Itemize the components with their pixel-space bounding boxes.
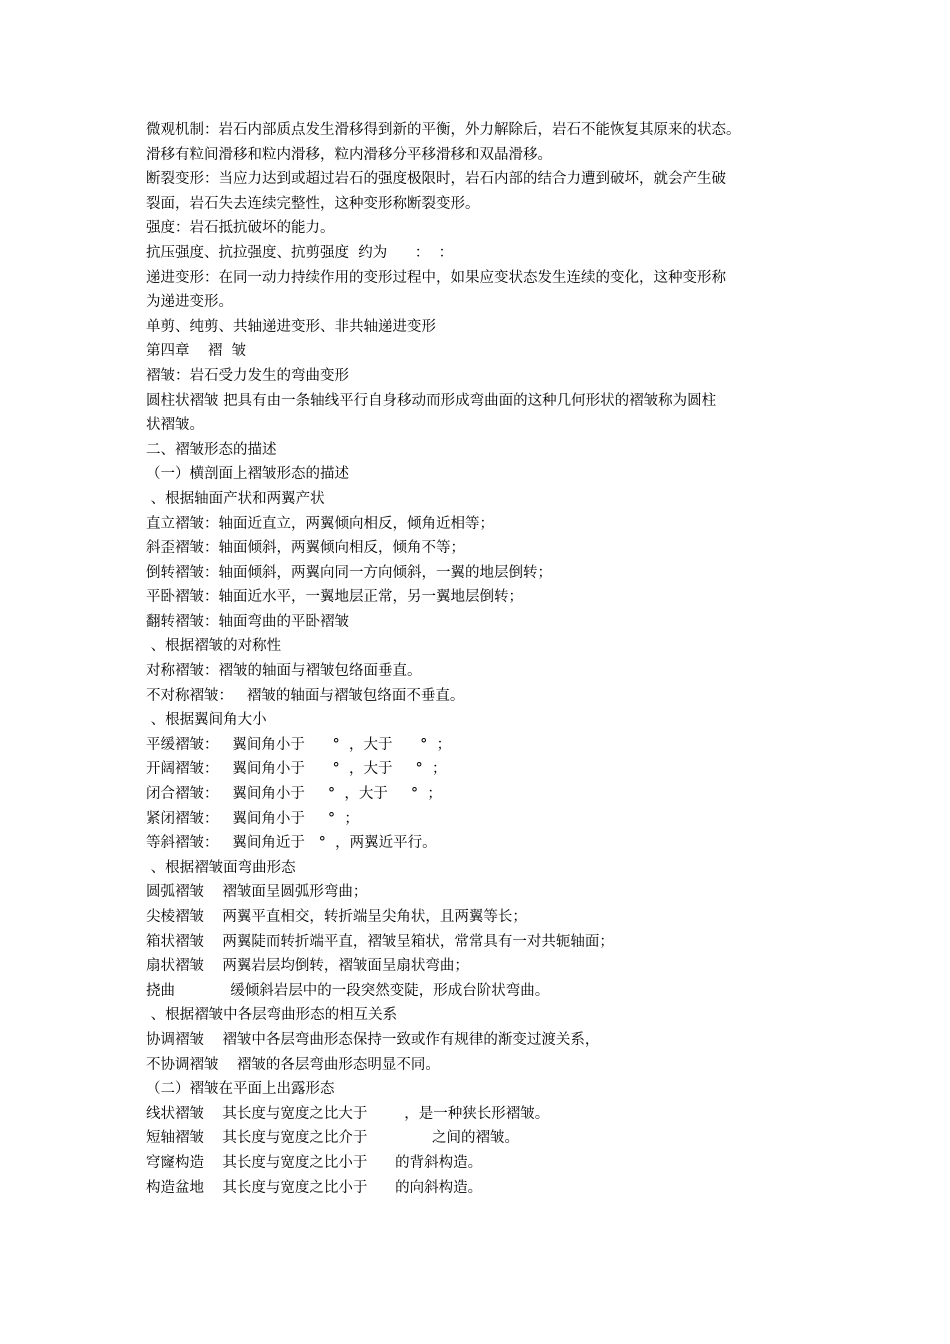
subsection-heading: 、根据褶皱中各层弯曲形态的相互关系: [146, 1007, 398, 1024]
text-line: 线状褶皱 其长度与宽度之比大于 ，是一种狭长形褶皱。: [146, 1105, 550, 1122]
text-line: 箱状褶皱 两翼陡而转折端平直，褶皱呈箱状，常常具有一对共轭轴面；: [146, 933, 614, 950]
text-line: 对称褶皱：褶皱的轴面与褶皱包络面垂直。: [146, 663, 422, 680]
subsection-heading: 、根据褶皱的对称性: [146, 638, 282, 655]
text-line: 单剪、纯剪、共轴递进变形、非共轴递进变形: [146, 318, 436, 335]
text-line: 紧闭褶皱： 翼间角小于 ° ；: [146, 810, 359, 827]
text-line: 斜歪褶皱：轴面倾斜，两翼倾向相反，倾角不等；: [146, 540, 465, 557]
text-line: 平缓褶皱： 翼间角小于 ° ，大于 ° ；: [146, 736, 452, 753]
text-line: 断裂变形：当应力达到或超过岩石的强度极限时，岩石内部的结合力遭到破坏，就会产生破: [146, 171, 726, 188]
text-line: 闭合褶皱： 翼间角小于 ° ，大于 ° ；: [146, 786, 442, 803]
text-line: 穹窿构造 其长度与宽度之比小于 的背斜构造。: [146, 1154, 483, 1171]
text-line: 短轴褶皱 其长度与宽度之比介于 之间的褶皱。: [146, 1130, 519, 1147]
text-line: 挠曲 缓倾斜岩层中的一段突然变陡，形成台阶状弯曲。: [146, 982, 550, 999]
text-line: 扇状褶皱 两翼岩层均倒转，褶皱面呈扇状弯曲；: [146, 958, 469, 975]
text-line: 递进变形：在同一动力持续作用的变形过程中，如果应变状态发生连续的变化，这种变形称: [146, 269, 726, 286]
text-line: 翻转褶皱：轴面弯曲的平卧褶皱: [146, 613, 349, 630]
text-line: 构造盆地 其长度与宽度之比小于 的向斜构造。: [146, 1179, 483, 1196]
subsection-heading: 、根据褶皱面弯曲形态: [146, 859, 296, 876]
text-line: 尖棱褶皱 两翼平直相交，转折端呈尖角状，且两翼等长；: [146, 909, 527, 925]
text-line: 倒转褶皱：轴面倾斜，两翼向同一方向倾斜，一翼的地层倒转；: [146, 564, 552, 581]
text-line: 协调褶皱 褶皱中各层弯曲形态保持一致或作有规律的渐变过渡关系，: [146, 1031, 600, 1048]
text-line: 褶皱：岩石受力发生的弯曲变形: [146, 367, 349, 384]
text-line: 圆弧褶皱 褶皱面呈圆弧形弯曲；: [146, 884, 368, 901]
text-line: 不对称褶皱： 褶皱的轴面与褶皱包络面不垂直。: [146, 687, 465, 704]
chapter-heading: 第四章 褶 皱: [146, 343, 247, 360]
text-line: 状褶皱。: [146, 417, 204, 434]
text-line: 直立褶皱：轴面近直立，两翼倾向相反，倾角近相等；: [146, 515, 494, 532]
text-line: 滑移有粒间滑移和粒内滑移，粒内滑移分平移滑移和双晶滑移。: [146, 146, 552, 163]
text-line: 裂面，岩石失去连续完整性，这种变形称断裂变形。: [146, 195, 480, 212]
text-line: 圆柱状褶皱 把具有由一条轴线平行自身移动而形成弯曲面的这种几何形状的褶皱称为圆柱: [146, 392, 717, 409]
document-body: [146, 118, 816, 1200]
text-line: 微观机制：岩石内部质点发生滑移得到新的平衡，外力解除后，岩石不能恢复其原来的状态。: [146, 122, 741, 138]
subsection-heading: 、根据轴面产状和两翼产状: [146, 490, 325, 507]
text-line: 强度：岩石抵抗破坏的能力。: [146, 220, 335, 237]
subsection-heading: （二）褶皱在平面上出露形态: [146, 1081, 335, 1098]
subsection-heading: （一）横剖面上褶皱形态的描述: [146, 466, 349, 483]
text-line: 平卧褶皱：轴面近水平，一翼地层正常，另一翼地层倒转；: [146, 589, 523, 606]
subsection-heading: 、根据翼间角大小: [146, 712, 267, 729]
section-heading: 二、褶皱形态的描述: [146, 441, 277, 458]
text-line: 等斜褶皱： 翼间角近于 ° ，两翼近平行。: [146, 835, 437, 852]
text-line: 为递进变形。: [146, 294, 233, 311]
text-line: 不协调褶皱 褶皱的各层弯曲形态明显不同。: [146, 1056, 440, 1073]
text-line: 开阔褶皱： 翼间角小于 ° ，大于 ° ；: [146, 761, 447, 778]
text-line: 抗压强度、抗拉强度、抗剪强度 约为 ： ：: [146, 244, 454, 261]
